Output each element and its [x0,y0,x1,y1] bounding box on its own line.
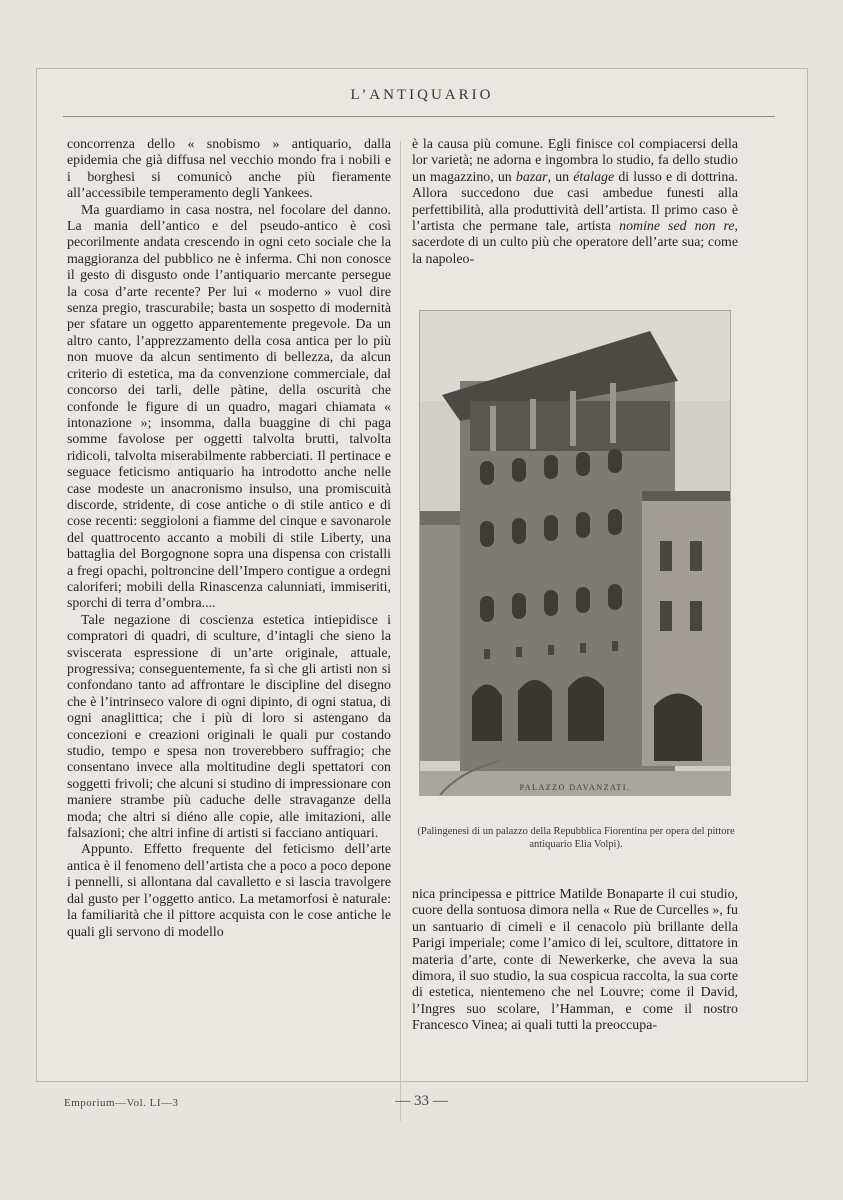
page-number: — 33 — [395,1093,448,1109]
column-divider [400,141,401,1121]
right-text-column-bottom [412,887,738,1035]
text-run: , un [547,169,574,185]
right-text-column-top [412,137,738,268]
paragraph: Appunto. Effetto frequente del feticismo dell’arte antica è il fenomeno dell’artista che a poco a poco depone i pennelli, si allontana dal cavalletto e si lascia travolgere dal gusto per l’oggetto antico. La metamorfosi è naturale: la familiarità che il pittore acquista con le cose antiche le quali gli servono di modello [67,842,391,940]
footer-volume: Emporium—Vol. LI—3 [64,1097,179,1109]
italic-term: étalage [573,169,615,185]
text-run: di lusso e di dottrina. Allora succedono due casi ambedue funesti alla perfettibilità, alla produttività dell’artista. Il primo caso è l’artista che permane tale, artista [412,169,738,235]
italic-term: nomine sed non re [619,219,735,235]
left-text-column [67,137,391,1127]
paragraph: nica principessa e pittrice Matilde Bonaparte il cui studio, cuore della sontuosa dimora nella « Rue de Curcelles », fu un santuario di cimeli e il cenacolo più brillante della Parigi imperiale; come l’amico di lei, scultore, dittatore in materia d’arte, conte di Newerkerke, che aveva la sua dimora, il suo studio, la sua cospicua raccolta, la sua corte di estetica, nientemeno che nel Louvre; come il David, l’Ingres suo scolare, l’Hamman, e come il nostro Francesco Vinea; ai quali tutti la preoccupa- [412,887,738,1034]
italic-term: bazar [515,169,548,185]
header-rule [63,116,775,117]
figure-caption: (Palingenesi di un palazzo della Repubblica Fiorentina per opera del pittore antiquario Elia Volpi). [417,826,735,850]
paragraph: concorrenza dello « snobismo » antiquario, dalla epidemia che già diffusa nel vecchio mondo fra i nobili e i borghesi si comunicò anche più fieramente all’accessibile temperamento degli Yankees. [67,137,391,202]
paragraph [412,137,738,268]
paragraph: Tale negazione di coscienza estetica intiepidisce i compratori di quadri, di sculture, d’intagli che sieno la sviscerata espressione di un’arte originale, attuale, progressiva; conseguentemente, fa sì che gli artisti non si confondano tanto ad affrontare le discipline del disegno che è l’intrinseco valore di ogni dipinto, di ogni statua, di ogni anaglittica; che i più di loro si astengano da concezioni e creazioni originali le quali pur costando studio, tempo e spesa non troverebbero suffragio; che consentano invece alla moltitudine degli spettatori con soggetti frivoli; che alcuni si studino di impressionare con maniere strambe più caduche delle stravaganze della moda; che altri si diéno alle copie, alle imitazioni, alle falsazioni; che altri infine di artisti si facciano antiquari. [67,612,391,842]
page-frame [36,68,808,1082]
running-header: L’ANTIQUARIO [350,87,494,103]
figure-title: PALAZZO DAVANZATI. [519,783,631,792]
text-run: , sacerdote di un culto più che operatore dell’arte sua; come la napoleo- [412,219,739,267]
paragraph: Ma guardiamo in casa nostra, nel focolare del danno. La mania dell’antico e del pseudo-antico è così pecorilmente andata crescendo in ogni ceto sociale che la maggioranza del pubblico ne è inferma. Chi non conosce il gesto di disgusto onde l’antiquario mercante persegue la cosa d’arte recente? Per lui « moderno » vuol dire senza pregio, trascurabile; basta un sospetto di modernità per sfatare un oggetto apparentemente pregevole. Da un altro canto, l’apprezzamento della cosa antica per lo più non muove da alcun sentimento di bellezza, da alcun criterio di estetica, ma da convenzione commerciale, dal concorso dei tarli, delle pàtine, della oscurità che confonde le figure di un quadro, magari chiamata « intonazione »; insomma, dalla buaggine di chi paga somme favolose per oggetti talvolta brutti, talvolta ridicoli, talvolta miserabilmente rabberciati. Il pertinace e seguace feticismo antiquario ha introdotto anche nelle case modeste un anacronismo insulso, una promiscuità discorde, stridente, di cose antiche o di stile antico e di cose recenti: seggioloni a fiamme del cinque e savonarole del quattrocento accanto a mobili di stile Liberty, una battaglia del Borgognone sopra una dispensa con cristalli a fregi opachi, poltroncine dell’Impero contigue a ordegni caloriferi; mobili della Rinascenza calunniati, immiseriti, sporchi di terra d’ombra.... [67,202,391,612]
palazzo-davanzati-photo [419,310,731,796]
building-illustration [420,311,730,795]
text-run: è la causa più comune. Egli finisce col compiacersi della lor varietà; ne adorna e ingombra lo studio, fa dello studio un magazzino, un [412,137,738,185]
